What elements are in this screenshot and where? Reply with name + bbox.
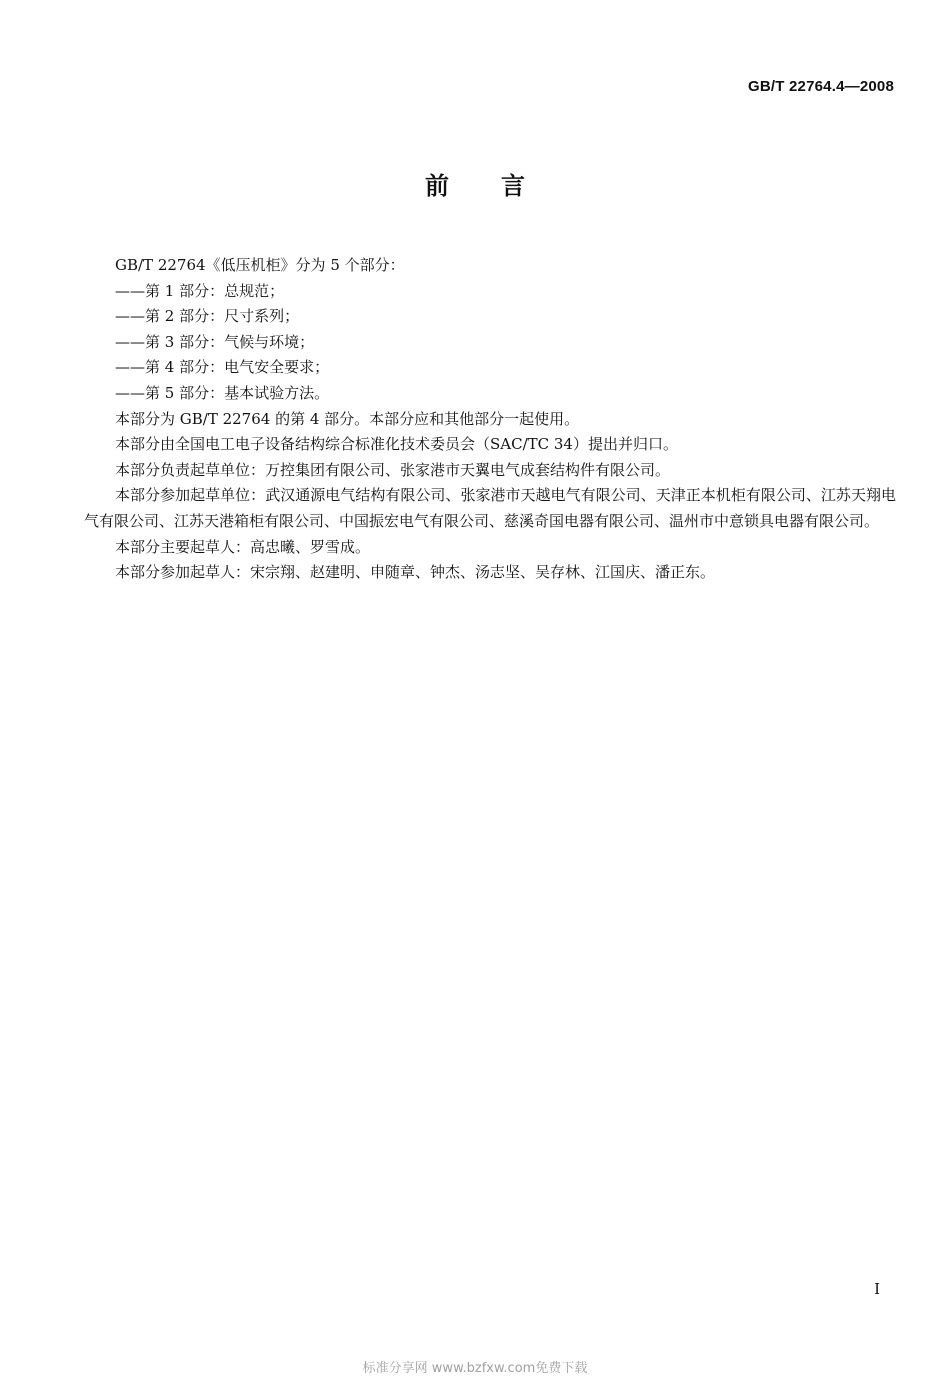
paragraph-intro: GB/T 22764《低压机柜》分为 5 个部分： xyxy=(115,256,405,274)
list-item-part-4: ——第 4 部分：电气安全要求； xyxy=(115,358,330,377)
title-char-1: 前 xyxy=(425,172,449,200)
paragraph-participating-drafters: 本部分参加起草人：宋宗翔、赵建明、申随章、钟杰、汤志坚、吴存林、江国庆、潘正东。 xyxy=(115,563,716,582)
list-item-part-2: ——第 2 部分：尺寸系列； xyxy=(115,307,300,326)
watermark-text: 标准分享网 www.bzfxw.com免费下载 xyxy=(362,1361,588,1376)
page-title xyxy=(0,166,950,201)
paragraph-main-drafters: 本部分主要起草人：高忠曦、罗雪成。 xyxy=(115,537,371,556)
page-number: I xyxy=(874,1280,880,1298)
list-item-part-5: ——第 5 部分：基本试验方法。 xyxy=(115,383,330,402)
paragraph-proposer: 本部分由全国电工电子设备结构综合标准化技术委员会（SAC/TC 34）提出并归口。 xyxy=(115,435,678,454)
list-item-part-3: ——第 3 部分：气候与环境； xyxy=(115,332,315,351)
paragraph-lead-drafters: 本部分负责起草单位：万控集团有限公司、张家港市天翼电气成套结构件有限公司。 xyxy=(115,460,671,479)
list-item-part-1: ——第 1 部分：总规范； xyxy=(115,281,285,300)
standard-code: GB/T 22764.4—2008 xyxy=(748,78,894,95)
paragraph-participating-units: 本部分参加起草单位：武汉通源电气结构有限公司、张家港市天越电气有限公司、天津正本机柜有限公司、江苏天翔电气有限公司、江苏天港箱柜有限公司、中国振宏电气有限公司、慈溪奇国电器有限公司、温州市中意锁具电器有限公司。 xyxy=(84,486,896,530)
foreword-body xyxy=(84,253,896,586)
paragraph-scope: 本部分为 GB/T 22764 的第 4 部分。本部分应和其他部分一起使用。 xyxy=(115,409,580,428)
title-char-2: 言 xyxy=(501,172,525,200)
